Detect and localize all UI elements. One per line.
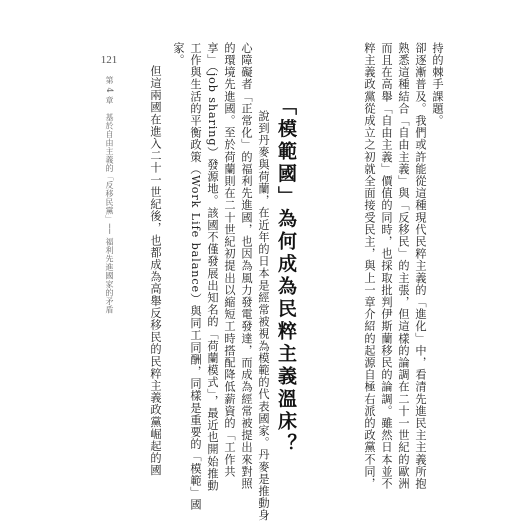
paragraph-1-line-3: 熟悉這種結合「自由主義」與「反移民」的主張，但這樣的論調在二十一世紀的歐洲 [397, 42, 410, 490]
paragraph-2-line-1: 說到丹麥與荷蘭，在近年的日本是經常被視為模範的代表國家。丹麥是推動身 [257, 110, 270, 521]
paragraph-2-line-2: 心障礙者「正常化」的福利先進國，也因為風力發電發達，而成為經常被提出來對照 [240, 42, 253, 490]
paragraph-1-line-2: 而且在高舉「自由主義」價值的同時，也採取批判伊斯蘭移民的論調。雖然日本並不 [380, 42, 393, 490]
paragraph-3-line-1: 但這兩國在進入二十一世紀後，也都成為高舉反移民的民粹主義政黨崛起的國 [149, 65, 162, 477]
paragraph-1-line-1: 粹主義政黨從成立之初就全面接受民主，與上一章介紹的起源自極右派的政黨不同， [363, 42, 376, 490]
paragraph-1-line-4: 卻逐漸普及。我們或許能從這種現代民粹主義的「進化」中，看清先進民主主義所抱 [414, 42, 427, 490]
paragraph-2-line-4: 享」（job sharing）發源地。該國不僅發展出知名的「荷蘭模式」，最近也開始推動 [206, 42, 219, 492]
paragraph-2-line-6: 家。 [172, 42, 185, 67]
paragraph-2-line-3: 的環境先進國。至於荷蘭則在二十世紀初提出以縮短工時搭配降低薪資的「工作共 [223, 42, 236, 478]
section-heading: 「模範國」為何成為民粹主義溫床？ [275, 96, 297, 456]
page-number: 121 [100, 54, 118, 66]
chapter-running-title: 第 4 章 基於自由主義的「反移民黨」── 福利先進國家的矛盾 [105, 76, 114, 314]
paragraph-1-line-5: 持的棘手課題。 [431, 42, 444, 127]
running-head [91, 54, 127, 314]
paragraph-2-line-5: 工作與生活的平衡政策（Work Life balance）與同工同酬，同樣是重要的「模範」國 [189, 42, 202, 511]
